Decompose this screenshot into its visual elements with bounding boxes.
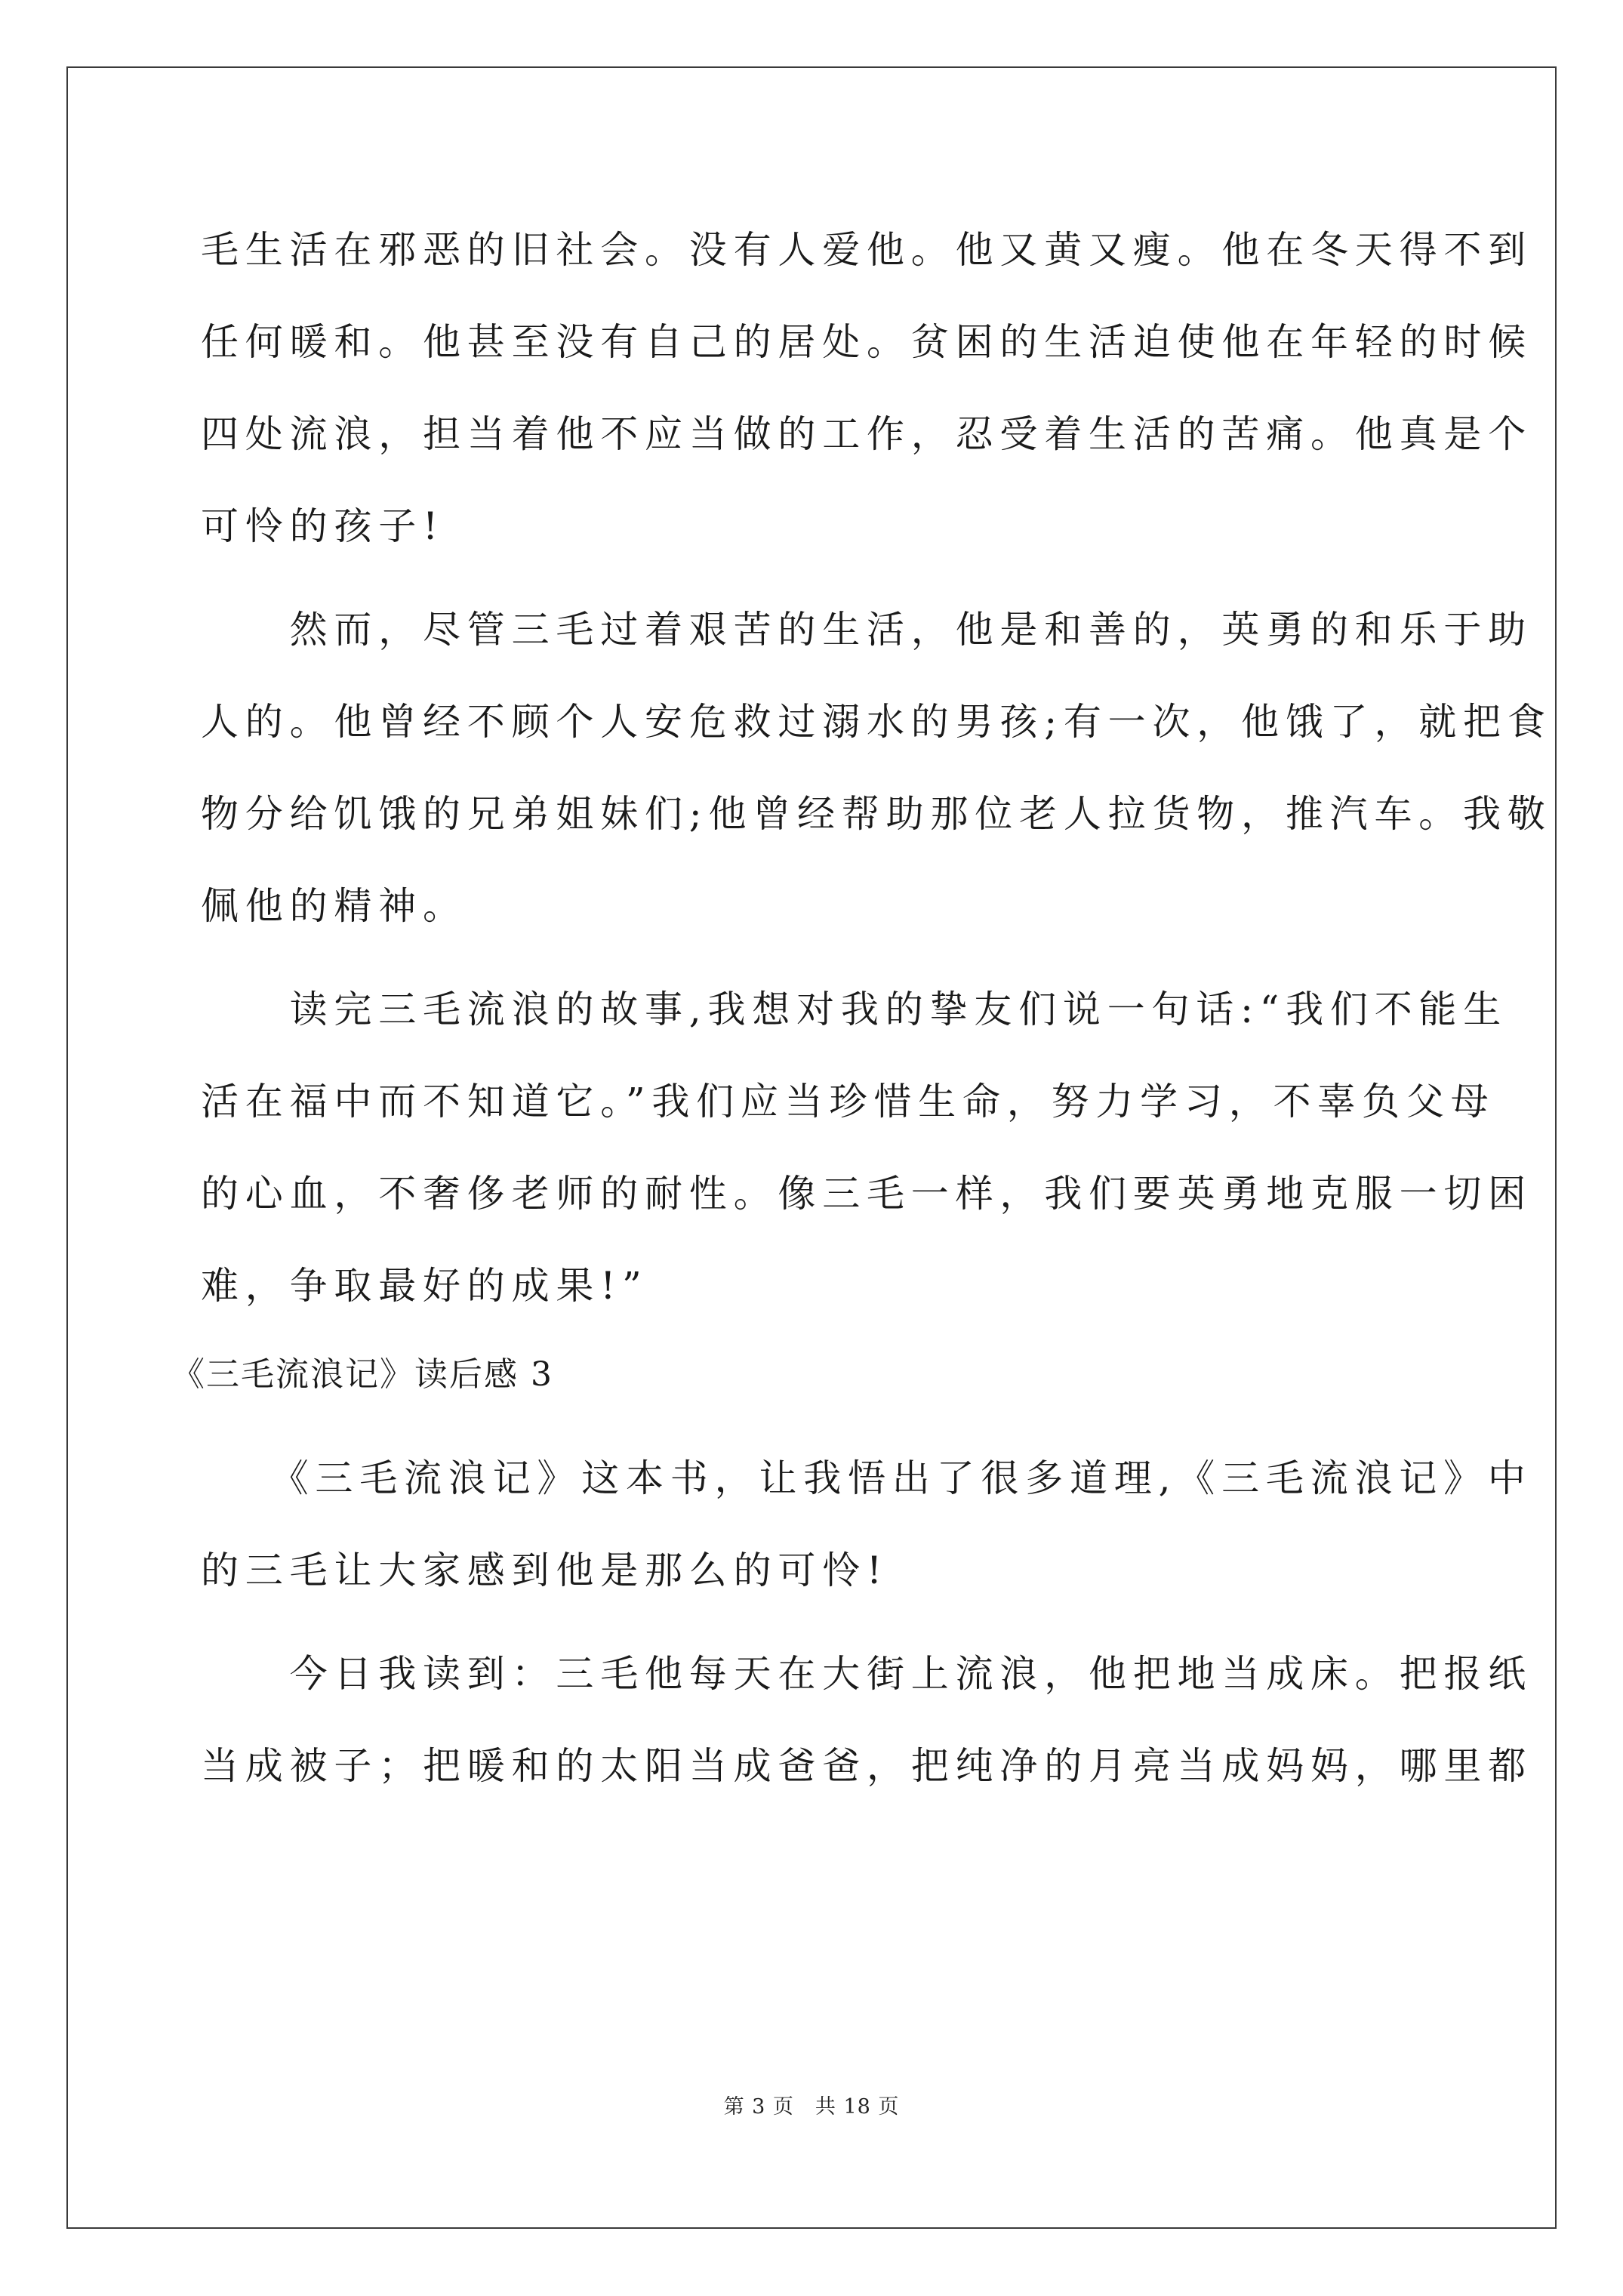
text-line-8: 佩他的精神。 bbox=[201, 884, 467, 928]
text-line-7: 物分给饥饿的兄弟姐妹们;他曾经帮助那位老人拉货物，推汽车。我敬 bbox=[201, 792, 1552, 836]
page-border bbox=[66, 66, 1557, 2229]
text-line-13: 《三毛流浪记》这本书，让我悟出了很多道理,《三毛流浪记》中 bbox=[201, 1456, 1532, 1500]
text-line-12: 难，争取最好的成果!” bbox=[201, 1264, 648, 1308]
text-line-15: 今日我读到：三毛他每天在大街上流浪，他把地当成床。把报纸 bbox=[201, 1652, 1532, 1696]
page-number-footer: 第 3 页 共 18 页 bbox=[723, 2095, 900, 2119]
text-line-9: 读完三毛流浪的故事,我想对我的挚友们说一句话:“我们不能生 bbox=[201, 988, 1508, 1031]
text-line-10: 活在福中而不知道它。”我们应当珍惜生命，努力学习，不辜负父母 bbox=[201, 1080, 1495, 1123]
text-line-6: 人的。他曾经不顾个人安危救过溺水的男孩;有一次，他饿了，就把食 bbox=[201, 700, 1552, 744]
text-line-11: 的心血，不奢侈老师的耐性。像三毛一样，我们要英勇地克服一切困 bbox=[201, 1172, 1532, 1216]
text-line-1: 毛生活在邪恶的旧社会。没有人爱他。他又黄又瘦。他在冬天得不到 bbox=[201, 228, 1532, 272]
text-line-2: 任何暖和。他甚至没有自己的居处。贫困的生活迫使他在年轻的时候 bbox=[201, 320, 1532, 364]
text-line-3: 四处流浪，担当着他不应当做的工作，忍受着生活的苦痛。他真是个 bbox=[201, 412, 1532, 456]
text-line-16: 当成被子；把暖和的太阳当成爸爸，把纯净的月亮当成妈妈，哪里都 bbox=[201, 1744, 1532, 1788]
text-line-5: 然而，尽管三毛过着艰苦的生活，他是和善的，英勇的和乐于助 bbox=[201, 608, 1532, 652]
section-heading: 《三毛流浪记》读后感 3 bbox=[171, 1355, 553, 1394]
text-line-4: 可怜的孩子! bbox=[201, 504, 445, 548]
text-line-14: 的三毛让大家感到他是那么的可怜! bbox=[201, 1549, 888, 1592]
